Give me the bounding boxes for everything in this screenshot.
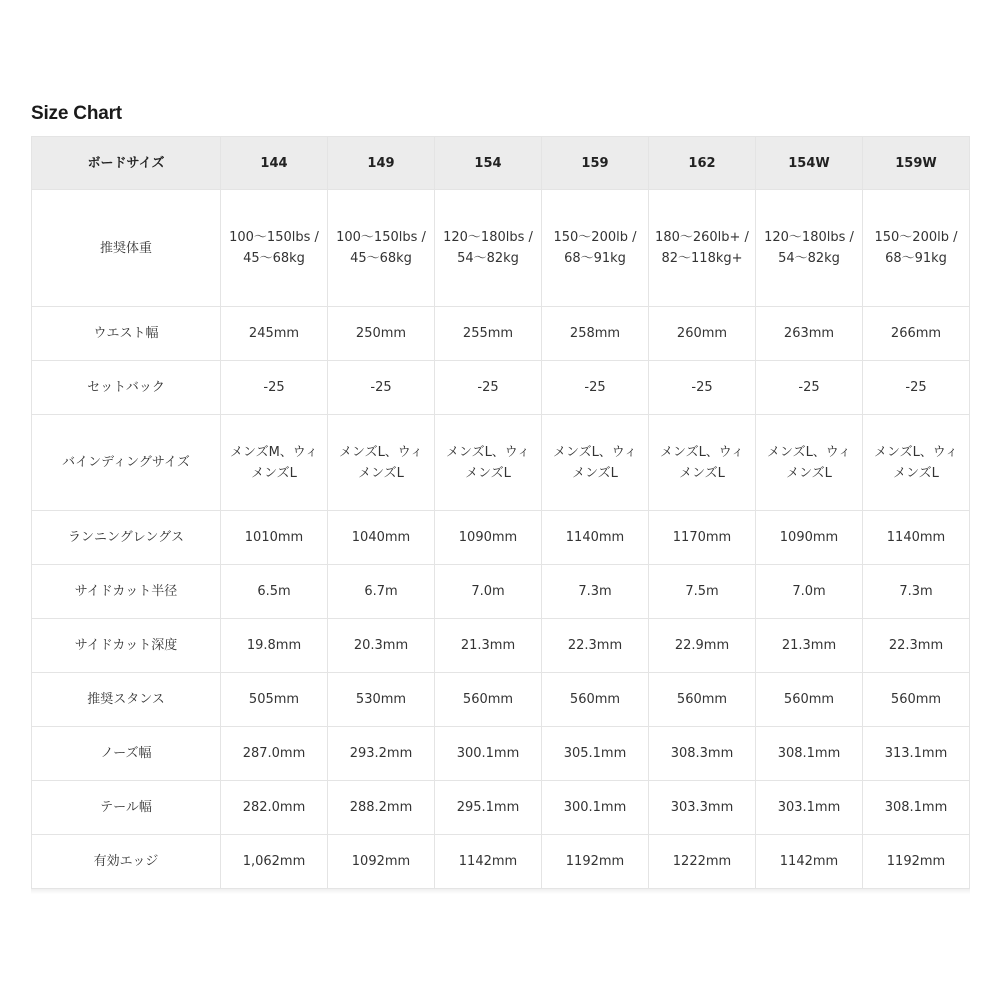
table-cell: 22.3mm [863,619,970,673]
table-cell: 293.2mm [328,727,435,781]
table-row-sidecut-radius [32,565,970,619]
table-row-recommended-weight [32,190,970,307]
table-cell: 7.0m [435,565,542,619]
table-cell: 530mm [328,673,435,727]
table-cell: メンズL、ウィメンズL [863,415,970,511]
table-cell: 295.1mm [435,781,542,835]
table-cell: -25 [649,361,756,415]
table-cell: 100〜150lbs / 45〜68kg [328,190,435,307]
table-cell: 308.1mm [863,781,970,835]
table-cell: 7.3m [542,565,649,619]
table-cell: 560mm [863,673,970,727]
table-cell: 313.1mm [863,727,970,781]
table-cell: 1140mm [863,511,970,565]
row-label-cell: 有効エッジ [32,835,221,889]
table-cell: 308.3mm [649,727,756,781]
table-cell: 7.5m [649,565,756,619]
table-cell: メンズL、ウィメンズL [435,415,542,511]
table-cell: 120〜180lbs / 54〜82kg [435,190,542,307]
table-cell: メンズM、ウィメンズL [221,415,328,511]
table-cell: 1222mm [649,835,756,889]
table-cell: 1,062mm [221,835,328,889]
row-label-cell: ランニングレングス [32,511,221,565]
table-cell: 150〜200lb / 68〜91kg [863,190,970,307]
table-cell: -25 [328,361,435,415]
table-cell: メンズL、ウィメンズL [328,415,435,511]
table-cell: 303.3mm [649,781,756,835]
table-cell: 266mm [863,307,970,361]
table-cell: 22.3mm [542,619,649,673]
table-cell: 300.1mm [542,781,649,835]
table-cell: 263mm [756,307,863,361]
row-label-cell: テール幅 [32,781,221,835]
table-cell: 560mm [649,673,756,727]
table-cell: 245mm [221,307,328,361]
table-cell: -25 [221,361,328,415]
table-row-setback [32,361,970,415]
row-label-cell: ノーズ幅 [32,727,221,781]
table-row-waist-width [32,307,970,361]
table-row-recommended-stance [32,673,970,727]
table-cell: 120〜180lbs / 54〜82kg [756,190,863,307]
table-cell: 21.3mm [756,619,863,673]
header-size-cell: 154 [435,137,542,190]
table-row-effective-edge [32,835,970,889]
table-row-binding-size [32,415,970,511]
table-cell: 1170mm [649,511,756,565]
header-size-cell: 149 [328,137,435,190]
table-cell: 560mm [435,673,542,727]
row-label-cell: 推奨体重 [32,190,221,307]
row-label-cell: 推奨スタンス [32,673,221,727]
table-cell: 1040mm [328,511,435,565]
header-size-cell: 154W [756,137,863,190]
table-cell: 255mm [435,307,542,361]
header-row [32,137,970,190]
table-row-sidecut-depth [32,619,970,673]
table-cell: 258mm [542,307,649,361]
table-cell: -25 [542,361,649,415]
table-cell: -25 [756,361,863,415]
table-cell: 308.1mm [756,727,863,781]
table-cell: 6.7m [328,565,435,619]
table-cell: 505mm [221,673,328,727]
size-chart-table [31,136,970,889]
table-cell: 1192mm [542,835,649,889]
table-cell: 19.8mm [221,619,328,673]
row-label-cell: サイドカット深度 [32,619,221,673]
table-cell: 560mm [542,673,649,727]
header-label-cell: ボードサイズ [32,137,221,190]
table-cell: -25 [435,361,542,415]
table-cell: 560mm [756,673,863,727]
table-cell: メンズL、ウィメンズL [756,415,863,511]
table-cell: 21.3mm [435,619,542,673]
table-cell: 300.1mm [435,727,542,781]
table-cell: 288.2mm [328,781,435,835]
table-cell: 1140mm [542,511,649,565]
table-cell: 1142mm [756,835,863,889]
table-cell: 1090mm [435,511,542,565]
table-cell: 1092mm [328,835,435,889]
table-cell: メンズL、ウィメンズL [649,415,756,511]
table-cell: 287.0mm [221,727,328,781]
table-cell: -25 [863,361,970,415]
size-chart-title: Size Chart [31,103,122,124]
table-cell: 250mm [328,307,435,361]
table-cell: メンズL、ウィメンズL [542,415,649,511]
header-size-cell: 159 [542,137,649,190]
table-cell: 1010mm [221,511,328,565]
table-cell: 1192mm [863,835,970,889]
row-label-cell: サイドカット半径 [32,565,221,619]
table-row-tail-width [32,781,970,835]
table-cell: 260mm [649,307,756,361]
table-cell: 20.3mm [328,619,435,673]
header-size-cell: 162 [649,137,756,190]
table-bottom-shadow [31,889,970,894]
table-cell: 7.3m [863,565,970,619]
row-label-cell: バインディングサイズ [32,415,221,511]
row-label-cell: セットバック [32,361,221,415]
table-cell: 180〜260lb+ / 82〜118kg+ [649,190,756,307]
table-cell: 1142mm [435,835,542,889]
table-cell: 1090mm [756,511,863,565]
header-size-cell: 159W [863,137,970,190]
table-cell: 100〜150lbs / 45〜68kg [221,190,328,307]
table-cell: 303.1mm [756,781,863,835]
table-row-nose-width [32,727,970,781]
table-cell: 7.0m [756,565,863,619]
table-cell: 282.0mm [221,781,328,835]
header-size-cell: 144 [221,137,328,190]
table-cell: 6.5m [221,565,328,619]
row-label-cell: ウエスト幅 [32,307,221,361]
table-cell: 150〜200lb / 68〜91kg [542,190,649,307]
table-row-running-length [32,511,970,565]
table-cell: 22.9mm [649,619,756,673]
table-cell: 305.1mm [542,727,649,781]
